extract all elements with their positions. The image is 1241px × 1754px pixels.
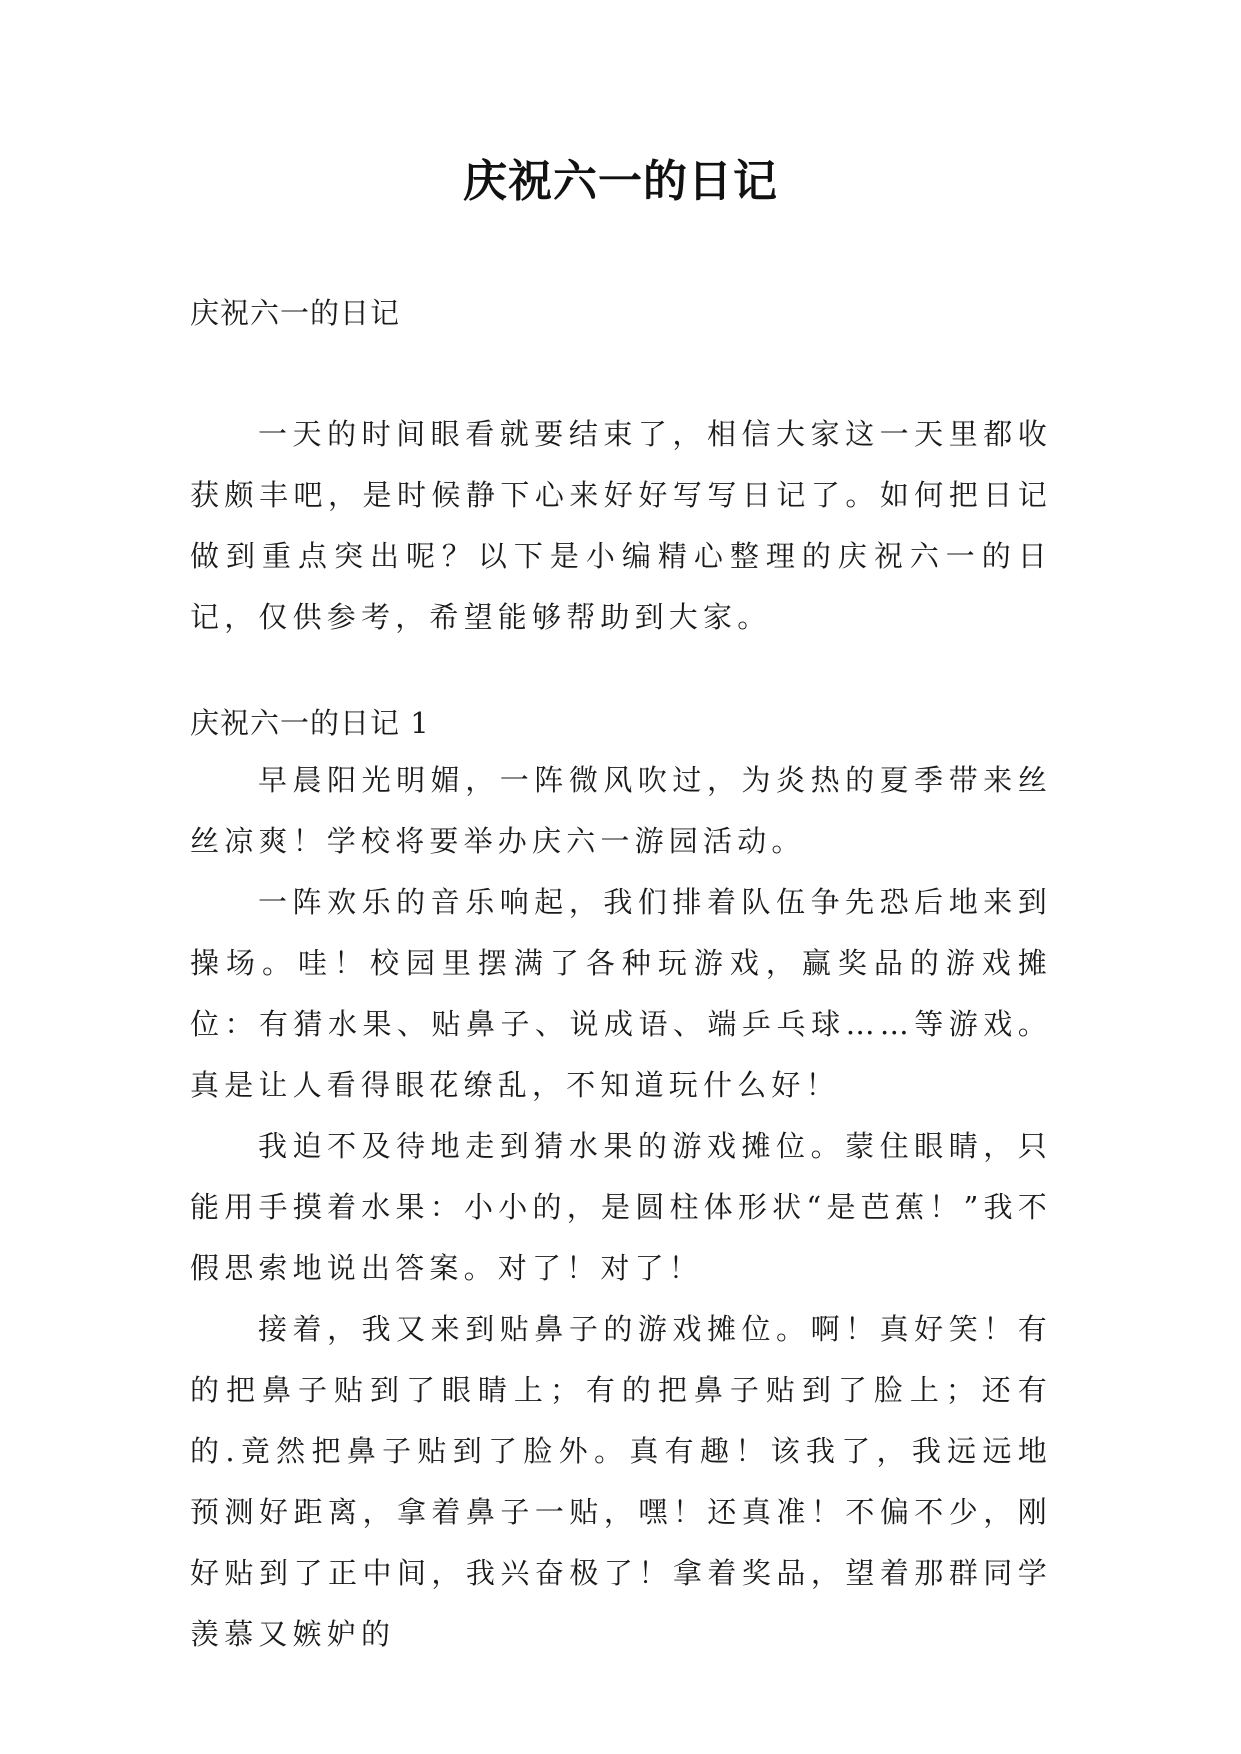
intro-paragraph: 一天的时间眼看就要结束了，相信大家这一天里都收获颇丰吧，是时候静下心来好好写写日记了。如何把日记做到重点突出呢？以下是小编精心整理的庆祝六一的日记，仅供参考，希望能够帮助到大家。 — [190, 417, 1052, 634]
section-heading: 庆祝六一的日记 1 — [190, 706, 430, 740]
body-paragraph: 接着，我又来到贴鼻子的游戏摊位。啊！真好笑！有的把鼻子贴到了眼睛上；有的把鼻子贴到了脸上；还有的.竟然把鼻子贴到了脸外。真有趣！该我了，我远远地预测好距离，拿着鼻子一贴，嘿！还真准！不偏不少，刚好贴到了正中间，我兴奋极了！拿着奖品，望着那群同学羡慕又嫉妒的 — [190, 1312, 1052, 1651]
document-title: 庆祝六一的日记 — [463, 156, 778, 207]
body-paragraph: 我迫不及待地走到猜水果的游戏摊位。蒙住眼睛，只能用手摸着水果：小小的，是圆柱体形状“是芭蕉！”我不假思索地说出答案。对了！对了！ — [190, 1129, 1052, 1285]
body-paragraph: 早晨阳光明媚，一阵微风吹过，为炎热的夏季带来丝丝凉爽！学校将要举办庆六一游园活动。 — [190, 763, 1052, 858]
body-paragraph: 一阵欢乐的音乐响起，我们排着队伍争先恐后地来到操场。哇！校园里摆满了各种玩游戏，赢奖品的游戏摊位：有猜水果、贴鼻子、说成语、端乒乓球……等游戏。真是让人看得眼花缭乱，不知道玩什么好！ — [190, 885, 1052, 1102]
document-subtitle: 庆祝六一的日记 — [190, 296, 401, 330]
